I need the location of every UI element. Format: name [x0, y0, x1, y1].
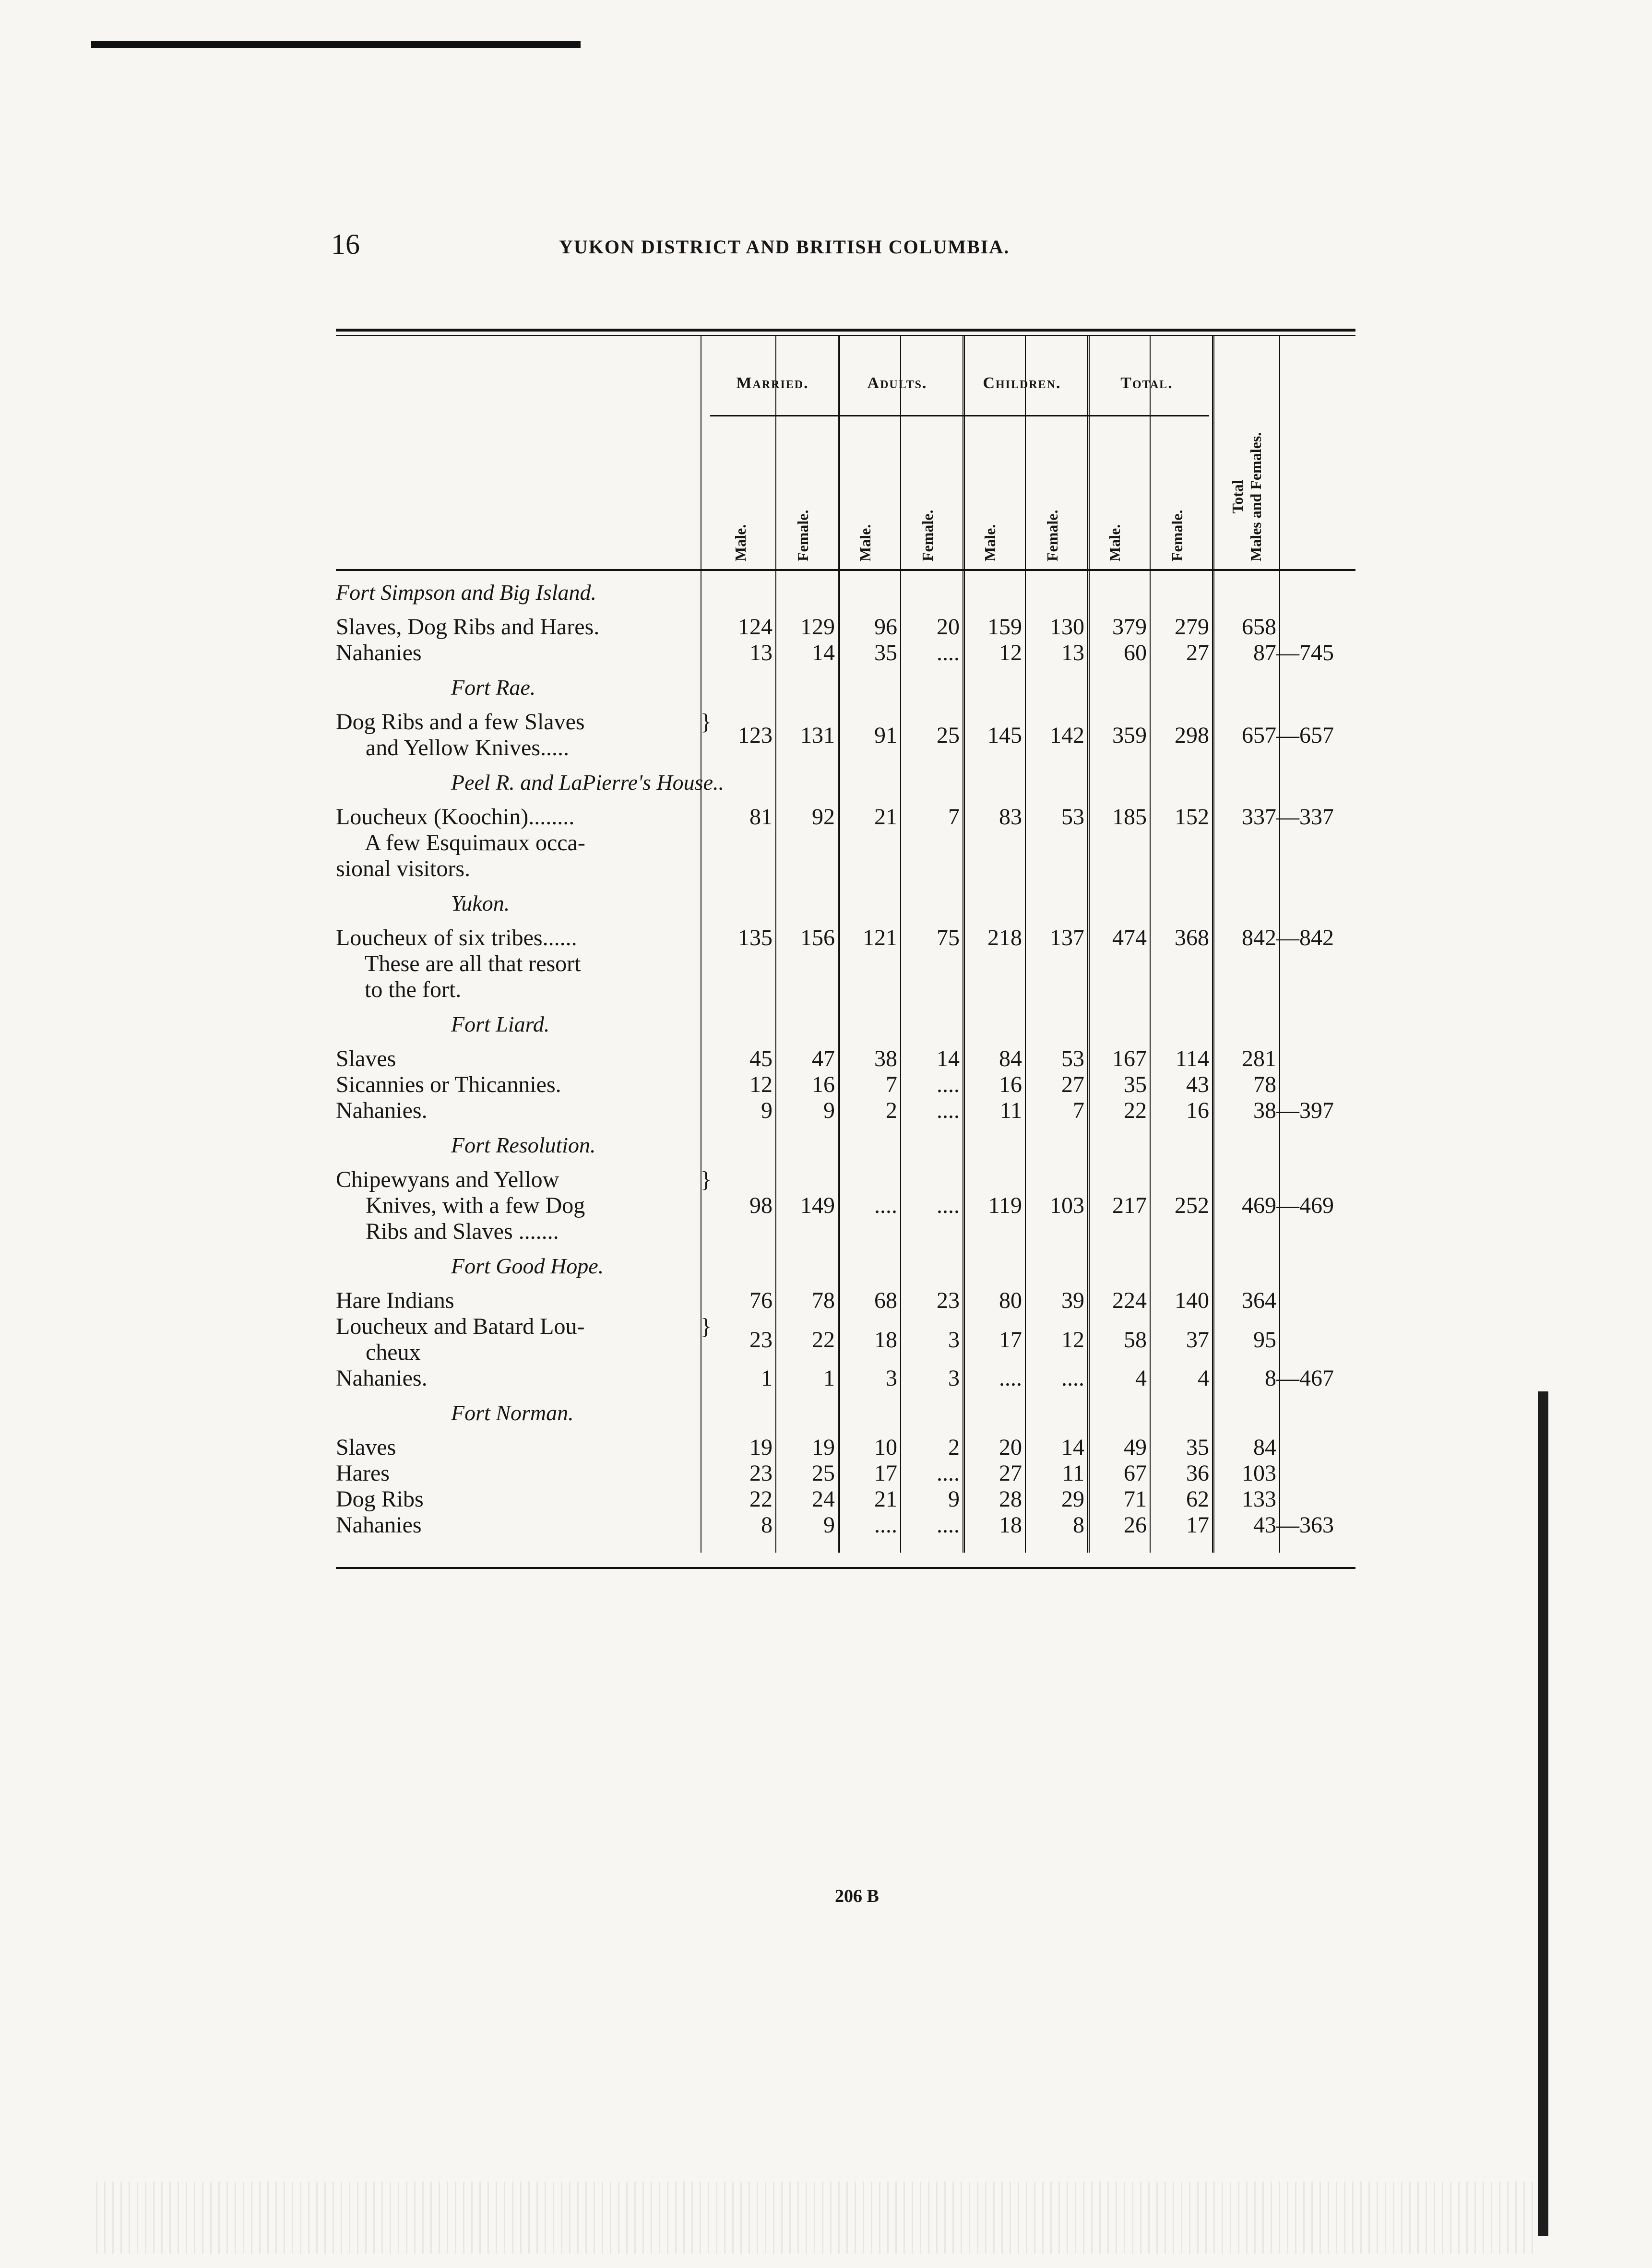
- row-label: Loucheux of six tribes......: [336, 925, 577, 950]
- table-cell: 657: [1242, 723, 1276, 748]
- table-cell: 26: [1124, 1512, 1147, 1538]
- column-group-label: Children.: [983, 374, 1061, 392]
- table-cell: 27: [999, 1461, 1022, 1486]
- column-rule: [1212, 336, 1214, 1553]
- table-row: [336, 856, 1355, 882]
- table-cell: 62: [1186, 1486, 1209, 1512]
- row-label-continuation: cheux: [366, 1340, 421, 1365]
- column-rule: [1279, 336, 1280, 1553]
- column-subhead: Male.: [1106, 524, 1123, 561]
- table-cell: 49: [1124, 1435, 1147, 1460]
- total-head-line: Males and Females.: [1247, 432, 1264, 561]
- table-cell: 16: [1186, 1098, 1209, 1123]
- column-group-label: Married.: [736, 374, 809, 392]
- table-cell: 469: [1242, 1193, 1276, 1218]
- section-title: Peel R. and LaPierre's House..: [451, 770, 724, 795]
- row-label: sional visitors.: [336, 856, 471, 881]
- column-rule: [1025, 336, 1026, 1553]
- table-cell: 359: [1112, 723, 1147, 748]
- table-cell: 4: [1135, 1366, 1147, 1391]
- table-cell: 21: [874, 804, 897, 830]
- table-cell: 298: [1175, 723, 1209, 748]
- table-cell: 16: [812, 1072, 835, 1097]
- row-label: Nahanies: [336, 640, 422, 665]
- table-cell: 281: [1242, 1046, 1276, 1071]
- row-label: Hares: [336, 1461, 390, 1486]
- row-label-continuation: Ribs and Slaves .......: [366, 1219, 559, 1244]
- row-label: Slaves: [336, 1435, 396, 1460]
- population-table: [336, 329, 1355, 1569]
- table-row: [336, 640, 1355, 666]
- table-top-rule: [336, 329, 1355, 336]
- table-cell: 23: [937, 1288, 960, 1313]
- row-sum: —363: [1276, 1512, 1334, 1538]
- table-row: [336, 951, 1355, 977]
- table-cell: 2: [948, 1435, 960, 1460]
- table-body: [336, 571, 1355, 1538]
- signature-mark: 206 B: [835, 1886, 879, 1906]
- table-cell: 114: [1175, 1046, 1209, 1071]
- column-subhead: Male.: [981, 524, 998, 561]
- table-cell: 84: [1253, 1435, 1276, 1460]
- table-cell: 224: [1112, 1288, 1147, 1313]
- table-row: [336, 1098, 1355, 1124]
- table-cell: 17: [874, 1461, 897, 1486]
- column-group-label: Total.: [1120, 374, 1173, 392]
- section-title: Fort Liard.: [451, 1012, 550, 1036]
- table-cell: 8: [761, 1512, 773, 1538]
- table-cell: 43: [1253, 1512, 1276, 1538]
- table-cell: 9: [823, 1098, 835, 1123]
- table-cell: 474: [1112, 925, 1147, 950]
- row-label-continuation: Knives, with a few Dog: [366, 1193, 585, 1218]
- table-cell: 68: [874, 1288, 897, 1313]
- table-cell: 1: [761, 1366, 773, 1391]
- table-cell: 7: [948, 804, 960, 830]
- table-cell: 103: [1242, 1461, 1276, 1486]
- table-row: [336, 925, 1355, 951]
- column-rule: [838, 336, 840, 1553]
- table-cell: 19: [812, 1435, 835, 1460]
- table-cell: 133: [1242, 1486, 1276, 1512]
- column-rule: [900, 336, 901, 1553]
- table-cell: 130: [1050, 614, 1084, 640]
- table-cell: 78: [1253, 1072, 1276, 1097]
- table-cell: 140: [1175, 1288, 1209, 1313]
- table-cell: 364: [1242, 1288, 1276, 1313]
- column-rule: [1150, 336, 1151, 1553]
- table-cell: 12: [749, 1072, 773, 1097]
- column-rule: [1087, 336, 1090, 1553]
- table-row-continuation: [336, 735, 1355, 761]
- table-cell: 98: [749, 1193, 773, 1218]
- table-cell: 145: [987, 723, 1022, 748]
- row-sum: —469: [1276, 1193, 1334, 1218]
- table-cell: ....: [937, 1193, 960, 1218]
- table-cell: 124: [738, 614, 773, 640]
- table-cell: 842: [1242, 925, 1276, 950]
- table-cell: ....: [937, 1461, 960, 1486]
- table-cell: 9: [761, 1098, 773, 1123]
- table-cell: 17: [999, 1327, 1022, 1353]
- table-row-continuation: [336, 1219, 1355, 1245]
- table-cell: 53: [1061, 1046, 1084, 1071]
- table-cell: 12: [999, 640, 1022, 665]
- table-cell: 58: [1124, 1327, 1147, 1353]
- table-cell: 337: [1242, 804, 1276, 830]
- table-cell: 9: [823, 1512, 835, 1538]
- table-cell: 75: [937, 925, 960, 950]
- table-cell: 658: [1242, 614, 1276, 640]
- row-label: Slaves: [336, 1046, 396, 1071]
- table-row: [336, 1366, 1355, 1391]
- row-label: Nahanies.: [336, 1366, 428, 1391]
- table-cell: 149: [800, 1193, 835, 1218]
- table-cell: 12: [1061, 1327, 1084, 1353]
- table-cell: 60: [1124, 640, 1147, 665]
- table-row-continuation: [336, 1340, 1355, 1366]
- table-cell: 17: [1186, 1512, 1209, 1538]
- table-row: [336, 977, 1355, 1003]
- grouping-brace: }: [701, 1314, 712, 1339]
- row-sum: —842: [1276, 925, 1334, 950]
- grouping-brace: }: [701, 1167, 712, 1192]
- row-label: Chipewyans and Yellow: [336, 1167, 559, 1192]
- table-row-continuation: [336, 1193, 1355, 1219]
- column-rule: [963, 336, 965, 1553]
- table-cell: 71: [1124, 1486, 1147, 1512]
- table-cell: 19: [749, 1435, 773, 1460]
- table-cell: 25: [812, 1461, 835, 1486]
- table-cell: 23: [749, 1327, 773, 1353]
- table-cell: 53: [1061, 804, 1084, 830]
- table-cell: 3: [948, 1327, 960, 1353]
- table-cell: 1: [823, 1366, 835, 1391]
- section-title: Fort Simpson and Big Island.: [336, 580, 597, 605]
- table-cell: 8: [1073, 1512, 1084, 1538]
- table-cell: 4: [1198, 1366, 1209, 1391]
- table-cell: 142: [1050, 723, 1084, 748]
- column-subhead: Male.: [856, 524, 874, 561]
- table-cell: 22: [1124, 1098, 1147, 1123]
- table-cell: 22: [812, 1327, 835, 1353]
- table-row: [336, 1046, 1355, 1072]
- column-group-underline: [1084, 415, 1209, 416]
- table-cell: 159: [987, 614, 1022, 640]
- table-row: [336, 614, 1355, 640]
- table-cell: 47: [812, 1046, 835, 1071]
- row-label: These are all that resort: [365, 951, 581, 976]
- table-cell: 279: [1175, 614, 1209, 640]
- table-cell: 217: [1112, 1193, 1147, 1218]
- table-row: [336, 1512, 1355, 1538]
- table-cell: 76: [749, 1288, 773, 1313]
- table-cell: 2: [886, 1098, 897, 1123]
- table-cell: 368: [1175, 925, 1209, 950]
- table-cell: 3: [948, 1366, 960, 1391]
- table-cell: 29: [1061, 1486, 1084, 1512]
- table-cell: 36: [1186, 1461, 1209, 1486]
- table-cell: 18: [874, 1327, 897, 1353]
- row-label: Loucheux and Batard Lou-: [336, 1314, 585, 1339]
- table-cell: ....: [937, 1098, 960, 1123]
- row-label: Slaves, Dog Ribs and Hares.: [336, 614, 600, 640]
- table-cell: ....: [874, 1512, 897, 1538]
- table-cell: 25: [937, 723, 960, 748]
- table-row: [336, 1486, 1355, 1512]
- table-cell: 24: [812, 1486, 835, 1512]
- table-row: [336, 804, 1355, 830]
- table-cell: 185: [1112, 804, 1147, 830]
- table-cell: 20: [999, 1435, 1022, 1460]
- column-group-underline: [960, 415, 1084, 416]
- table-cell: 78: [812, 1288, 835, 1313]
- table-cell: 35: [874, 640, 897, 665]
- table-row: [336, 1461, 1355, 1486]
- row-label: Nahanies: [336, 1512, 422, 1538]
- table-cell: 156: [800, 925, 835, 950]
- table-cell: 167: [1112, 1046, 1147, 1071]
- table-cell: 11: [1062, 1461, 1084, 1486]
- table-cell: 131: [800, 723, 835, 748]
- table-cell: 22: [749, 1486, 773, 1512]
- table-cell: 8: [1265, 1366, 1276, 1391]
- table-cell: ....: [1061, 1366, 1084, 1391]
- row-label-continuation: and Yellow Knives.....: [366, 735, 570, 760]
- table-cell: 13: [1061, 640, 1084, 665]
- table-cell: 9: [948, 1486, 960, 1512]
- column-subhead: Female.: [1168, 510, 1186, 561]
- table-cell: ....: [999, 1366, 1022, 1391]
- table-cell: 27: [1186, 640, 1209, 665]
- table-bottom-rule: [336, 1567, 1355, 1569]
- row-label: Nahanies.: [336, 1098, 428, 1123]
- table-cell: 10: [874, 1435, 897, 1460]
- table-cell: 96: [874, 614, 897, 640]
- table-row: [336, 1314, 1355, 1353]
- table-cell: 137: [1050, 925, 1084, 950]
- table-row: [336, 1072, 1355, 1098]
- grouping-brace: }: [701, 709, 712, 735]
- table-cell: 84: [999, 1046, 1022, 1071]
- page-edge-shadow: [1538, 1391, 1548, 2236]
- row-label: Hare Indians: [336, 1288, 454, 1313]
- table-cell: ....: [874, 1193, 897, 1218]
- table-cell: 11: [999, 1098, 1022, 1123]
- table-cell: 14: [937, 1046, 960, 1071]
- table-cell: 14: [812, 640, 835, 665]
- column-subhead: Female.: [919, 510, 936, 561]
- table-cell: 83: [999, 804, 1022, 830]
- column-rule: [775, 336, 776, 1553]
- section-title: Fort Rae.: [451, 675, 536, 700]
- table-cell: 45: [749, 1046, 773, 1071]
- table-cell: 16: [999, 1072, 1022, 1097]
- table-cell: 43: [1186, 1072, 1209, 1097]
- column-group-label: Adults.: [867, 374, 927, 392]
- table-row: [336, 1288, 1355, 1314]
- column-subhead: Male.: [732, 524, 749, 561]
- top-rule: [91, 41, 581, 48]
- table-cell: ....: [937, 1072, 960, 1097]
- section-title: Fort Good Hope.: [451, 1254, 604, 1278]
- page-number: 16: [331, 228, 360, 260]
- row-label: to the fort.: [365, 977, 462, 1002]
- row-sum: —745: [1276, 640, 1334, 665]
- section-title: Yukon.: [451, 891, 510, 915]
- row-sum: —467: [1276, 1366, 1334, 1391]
- table-cell: ....: [937, 1512, 960, 1538]
- table-cell: 18: [999, 1512, 1022, 1538]
- table-cell: 37: [1186, 1327, 1209, 1353]
- total-head-line: Total: [1229, 480, 1246, 514]
- table-cell: 121: [863, 925, 897, 950]
- running-head: YUKON DISTRICT AND BRITISH COLUMBIA.: [559, 236, 1010, 258]
- table-cell: 135: [738, 925, 773, 950]
- total-males-females-head: [1228, 432, 1265, 561]
- column-group-underline: [710, 415, 835, 416]
- table-cell: 14: [1061, 1435, 1084, 1460]
- table-cell: 21: [874, 1486, 897, 1512]
- table-cell: 7: [1073, 1098, 1084, 1123]
- table-cell: 92: [812, 804, 835, 830]
- table-cell: 218: [987, 925, 1022, 950]
- table-cell: 123: [738, 723, 773, 748]
- row-sum: —397: [1276, 1098, 1334, 1123]
- table-cell: 35: [1124, 1072, 1147, 1097]
- row-label: Dog Ribs: [336, 1486, 424, 1512]
- table-cell: 95: [1253, 1327, 1276, 1353]
- table-head: [336, 336, 1355, 571]
- table-cell: 67: [1124, 1461, 1147, 1486]
- table-cell: 38: [874, 1046, 897, 1071]
- row-sum: —337: [1276, 804, 1334, 830]
- table-cell: 379: [1112, 614, 1147, 640]
- table-row: [336, 830, 1355, 856]
- row-label: Loucheux (Koochin)........: [336, 804, 575, 830]
- table-row: [336, 1435, 1355, 1461]
- row-label: A few Esquimaux occa-: [365, 830, 585, 855]
- table-cell: 23: [749, 1461, 773, 1486]
- table-cell: 81: [749, 804, 773, 830]
- table-cell: 80: [999, 1288, 1022, 1313]
- table-cell: ....: [937, 640, 960, 665]
- section-title: Fort Resolution.: [451, 1133, 596, 1157]
- table-cell: 20: [937, 614, 960, 640]
- row-label: Sicannies or Thicannies.: [336, 1072, 561, 1097]
- table-cell: 103: [1050, 1193, 1084, 1218]
- page-header: [331, 228, 1358, 266]
- table-cell: 28: [999, 1486, 1022, 1512]
- table-cell: 87: [1253, 640, 1276, 665]
- table-cell: 38: [1253, 1098, 1276, 1123]
- table-cell: 3: [886, 1366, 897, 1391]
- column-subhead: Female.: [794, 510, 811, 561]
- table-cell: 119: [988, 1193, 1022, 1218]
- column-subhead: Female.: [1044, 510, 1061, 561]
- table-cell: 13: [749, 640, 773, 665]
- table-cell: 129: [800, 614, 835, 640]
- table-cell: 252: [1175, 1193, 1209, 1218]
- section-title: Fort Norman.: [451, 1401, 574, 1425]
- table-cell: 152: [1175, 804, 1209, 830]
- table-cell: 39: [1061, 1288, 1084, 1313]
- table-cell: 7: [886, 1072, 897, 1097]
- table-cell: 27: [1061, 1072, 1084, 1097]
- row-sum: —657: [1276, 723, 1334, 748]
- table-cell: 35: [1186, 1435, 1209, 1460]
- scan-noise: [96, 2182, 1535, 2254]
- column-group-underline: [835, 415, 960, 416]
- row-label: Dog Ribs and a few Slaves: [336, 709, 585, 735]
- table-cell: 91: [874, 723, 897, 748]
